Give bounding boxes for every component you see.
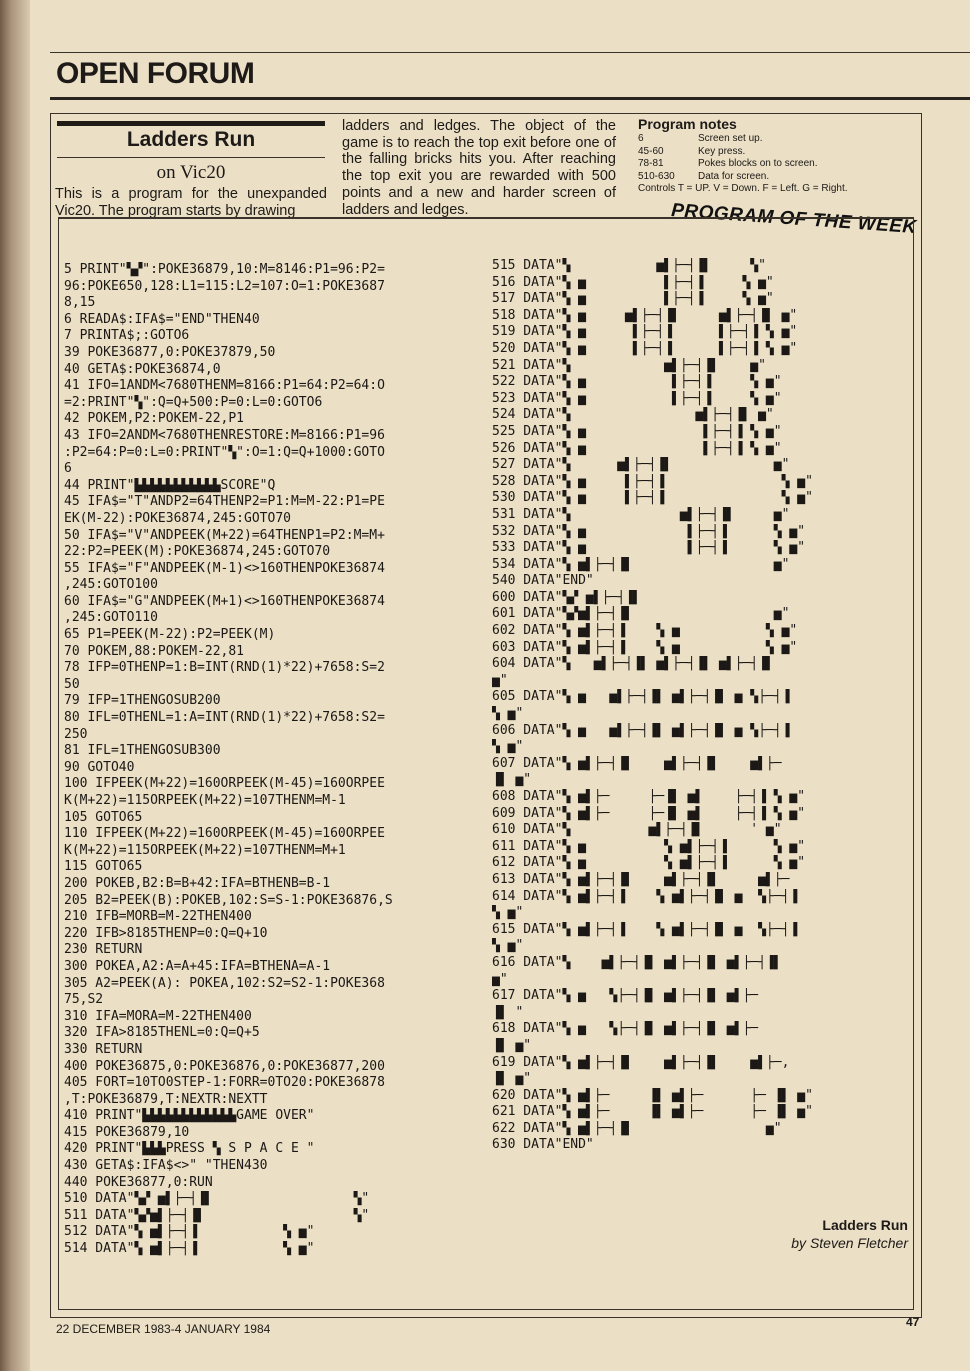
- intro-text-middle: ladders and ledges. The object of the game is to reach the top exit before one of the falling bricks hits you. After reaching the top exit you are rewarded with 500 points and a new and harder screen of ladders and ledges.: [342, 118, 616, 218]
- byline-title: Ladders Run: [822, 1217, 908, 1233]
- listing-right-column: [492, 258, 912, 1154]
- code-line: 602 DATA"▚ ▅▌├─┤▐ ▚ ▅ ▚ ▅": [492, 623, 798, 639]
- listing-left-column: [64, 262, 484, 1258]
- code-line: 534 DATA"▚ ▅▌├─┤▐▌ ▅": [492, 556, 790, 572]
- program-notes-title: Program notes: [638, 116, 737, 132]
- code-line: 615 DATA"▚ ▅▌├─┤▐ ▚ ▅▌├─┤▐▌ ▅ ▚├─┤▐: [492, 921, 798, 937]
- code-line: 42 POKEM,P2:POKEM-22,P1: [64, 411, 245, 427]
- code-line: 607 DATA"▚ ▅▌├─┤▐▌ ▅▌├─┤▐▌ ▅▌├─: [492, 755, 782, 771]
- code-line: 50 IFA$="V"ANDPEEK(M+22)=64THENP1=P2:M=M+: [64, 527, 385, 543]
- code-line: 415 POKE36879,10: [64, 1124, 190, 1140]
- page-gutter: [0, 0, 30, 1371]
- article-title: Ladders Run: [126, 128, 256, 151]
- code-line: 519 DATA"▚ ▅ ▌├─┤▐ ▌├─┤▐ ▚ ▅": [492, 324, 798, 340]
- code-line: 320 IFA>8185THENL=0:Q=Q+5: [64, 1025, 260, 1041]
- code-line: K(M+22)=115ORPEEK(M+22)=107THENM=M+1: [64, 842, 346, 858]
- code-line: 22:P2=PEEK(M):POKE36874,245:GOTO70: [64, 544, 331, 560]
- code-line: 610 DATA"▚ ▅▌├─┤▐▌ ' ▅": [492, 822, 782, 838]
- code-line: 305 A2=PEEK(A): POKEA,102:S2=S2-1:POKE368: [64, 975, 385, 991]
- section-title: OPEN FORUM: [56, 57, 255, 90]
- intro-text-left: This is a program for the unexpanded Vic20. The program starts by drawing: [55, 186, 327, 219]
- top-rule: [50, 52, 970, 53]
- code-line: 512 DATA"▚ ▅▌├─┤▐ ▚ ▅": [64, 1224, 315, 1240]
- program-note-desc: Screen set up.: [698, 133, 763, 144]
- code-line: 96:POKE650,128:L1=115:L2=107:O=1:POKE3687: [64, 278, 385, 294]
- code-line: 621 DATA"▚ ▅▌├─ ▐▌ ▅▌├─ ├─ ▐▌ ▅": [492, 1104, 813, 1120]
- byline: [791, 1216, 908, 1252]
- code-line: 55 IFA$="F"ANDPEEK(M-1)<>160THENPOKE36874: [64, 560, 385, 576]
- code-line: ▚ ▅": [492, 938, 524, 954]
- code-line: ▐▌ ▅": [492, 1071, 532, 1087]
- code-line: ▐▌ ▅": [492, 772, 532, 788]
- code-line: 620 DATA"▚ ▅▌├─ ▐▌ ▅▌├─ ├─ ▐▌ ▅": [492, 1087, 813, 1103]
- code-line: 601 DATA"▚▞▅▌├─┤▐▌ ▅": [492, 606, 790, 622]
- code-line: 540 DATA"END": [492, 573, 594, 589]
- code-line: ▐▌ ▅": [492, 1037, 532, 1053]
- code-line: 210 IFB=MORB=M-22THEN400: [64, 909, 252, 925]
- code-line: 604 DATA"▚ ▅▌├─┤▐▌ ▅▌├─┤▐▌ ▅▌├─┤▐▌: [492, 656, 774, 672]
- program-notes: [638, 116, 908, 196]
- title-rule: [57, 157, 325, 158]
- code-line: 6 READA$:IFA$="END"THEN40: [64, 311, 260, 327]
- code-line: 520 DATA"▚ ▅ ▌├─┤▐ ▌├─┤▐ ▚ ▅": [492, 340, 798, 356]
- article-subtitle: on Vic20: [156, 162, 226, 183]
- code-line: 518 DATA"▚ ▅ ▅▌├─┤▐▌ ▅▌├─┤▐▌ ▅": [492, 307, 798, 323]
- code-line: 205 B2=PEEK(B):POKEB,102:S=S-1:POKE36876,S: [64, 892, 393, 908]
- code-line: 511 DATA"▚▞▅▌├─┤▐▌ ▚": [64, 1207, 370, 1223]
- code-line: 622 DATA"▚ ▅▌├─┤▐▌ ▅": [492, 1120, 782, 1136]
- code-line: ▚ ▅": [492, 706, 524, 722]
- code-line: 65 P1=PEEK(M-22):P2=PEEK(M): [64, 627, 276, 643]
- program-note-lines: 6: [638, 133, 644, 144]
- code-line: 616 DATA"▚ ▅▌├─┤▐▌ ▅▌├─┤▐▌ ▅▌├─┤▐▌: [492, 954, 782, 970]
- code-line: 110 IFPEEK(M+22)=160ORPEEK(M-45)=160ORPEE: [64, 826, 385, 842]
- code-line: 440 POKE36877,0:RUN: [64, 1174, 213, 1190]
- code-line: :P2=64:P=0:L=0:PRINT"▚":O=1:Q=Q+1000:GOTO: [64, 444, 385, 460]
- program-note-lines: 45-60: [638, 145, 664, 157]
- code-line: 115 GOTO65: [64, 859, 143, 875]
- code-line: ▚ ▅": [492, 905, 524, 921]
- code-line: 600 DATA"▚▞ ▅▌├─┤▐▌: [492, 589, 641, 605]
- code-line: 619 DATA"▚ ▅▌├─┤▐▌ ▅▌├─┤▐▌ ▅▌├─,: [492, 1054, 790, 1070]
- code-line: 530 DATA"▚ ▅ ▌├─┤▐ ▚ ▅": [492, 490, 813, 506]
- code-line: 78 IFP=0THENP=1:B=INT(RND(1)*22)+7658:S=2: [64, 660, 385, 676]
- program-notes-controls: Controls T = UP. V = Down. F = Left. G = Right.: [638, 183, 848, 194]
- byline-author: by Steven Fletcher: [791, 1235, 908, 1251]
- code-line: 250: [64, 726, 88, 742]
- code-line: 5 PRINT"▚▞":POKE36879,10:M=8146:P1=96:P2=: [64, 262, 385, 277]
- code-line: 8,15: [64, 295, 96, 311]
- code-line: 528 DATA"▚ ▅ ▌├─┤▐ ▚ ▅": [492, 473, 813, 489]
- code-line: 523 DATA"▚ ▅ ▌├─┤▐ ▚ ▅": [492, 390, 782, 406]
- code-line: 430 GETA$:IFA$<>" "THEN430: [64, 1158, 268, 1174]
- code-line: 75,S2: [64, 992, 104, 1008]
- code-line: 514 DATA"▚ ▅▌├─┤▐ ▚ ▅": [64, 1241, 315, 1257]
- code-line: 527 DATA"▚ ▅▌├─┤▐▌ ▅": [492, 457, 790, 473]
- code-line: 44 PRINT"▙▙▙▙▙▙▙▙▙▙▙SCORE"Q: [64, 477, 276, 493]
- code-line: 522 DATA"▚ ▅ ▌├─┤▐ ▚ ▅": [492, 374, 782, 390]
- code-line: 50: [64, 676, 80, 692]
- code-line: 81 IFL=1THENGOSUB300: [64, 743, 221, 759]
- program-note-row: [638, 158, 908, 171]
- code-line: 39 POKE36877,0:POKE37879,50: [64, 344, 276, 360]
- code-line: 420 PRINT"▙▙▙PRESS ▚ S P A C E ": [64, 1141, 315, 1157]
- code-line: 526 DATA"▚ ▅ ▌├─┤▐ ▚ ▅": [492, 440, 782, 456]
- code-line: 300 POKEA,A2:A=A+45:IFA=BTHENA=A-1: [64, 958, 331, 974]
- code-line: 609 DATA"▚ ▅▌├─ ├─▐▌ ▅▌ ├─┤▐ ▚ ▅": [492, 805, 806, 821]
- section-rule: [50, 97, 970, 100]
- code-line: 220 IFB>8185THENP=0:Q=Q+10: [64, 925, 268, 941]
- code-line: 330 RETURN: [64, 1041, 143, 1057]
- code-line: 608 DATA"▚ ▅▌├─ ├─▐▌ ▅▌ ├─┤▐ ▚ ▅": [492, 789, 806, 804]
- code-line: =2:PRINT"▚":Q=Q+500:P=0:L=0:GOTO6: [64, 394, 323, 410]
- code-line: 90 GOTO40: [64, 759, 135, 775]
- code-line: 517 DATA"▚ ▅ ▌├─┤▐ ▚ ▅": [492, 291, 774, 307]
- code-line: ,245:GOTO110: [64, 610, 158, 626]
- code-line: ▐▌ ": [492, 1004, 524, 1020]
- code-line: 510 DATA"▚▞ ▅▌├─┤▐▌ ▚": [64, 1191, 370, 1207]
- code-line: 7 PRINTA$;:GOTO6: [64, 328, 190, 344]
- code-line: ,T:POKE36879,T:NEXTR:NEXTT: [64, 1091, 268, 1107]
- program-of-the-week-badge: PROGRAM OF THE WEEK: [670, 200, 918, 239]
- code-line: 410 PRINT"▙▙▙▙▙▙▙▙▙▙▙▙GAME OVER": [64, 1108, 315, 1124]
- code-line: EK(M-22):POKE36874,245:GOTO70: [64, 510, 291, 526]
- code-line: 405 FORT=10TO0STEP-1:FORR=0TO20:POKE36878: [64, 1075, 385, 1091]
- code-line: 614 DATA"▚ ▅▌├─┤▐ ▚ ▅▌├─┤▐▌ ▅ ▚├─┤▐: [492, 888, 798, 904]
- code-line: 617 DATA"▚ ▅ ▚├─┤▐▌ ▅▌├─┤▐▌ ▅▌├─: [492, 988, 759, 1004]
- code-line: 79 IFP=1THENGOSUB200: [64, 693, 221, 709]
- code-line: ▅": [492, 672, 508, 688]
- code-line: 521 DATA"▚ ▅▌├─┤▐▌ ▅": [492, 357, 766, 373]
- code-line: 80 IFL=0THENL=1:A=INT(RND(1)*22)+7658:S2=: [64, 710, 385, 726]
- code-line: ▅": [492, 971, 508, 987]
- code-line: 533 DATA"▚ ▅ ▌├─┤▐ ▚ ▅": [492, 540, 806, 556]
- code-line: 43 IFO=2ANDM<7680THENRESTORE:M=8166:P1=96: [64, 427, 385, 443]
- code-line: 100 IFPEEK(M+22)=160ORPEEK(M-45)=160ORPEE: [64, 776, 385, 792]
- code-line: 6: [64, 461, 72, 477]
- code-line: 611 DATA"▚ ▅ ▚ ▅▌├─┤▐ ▚ ▅": [492, 838, 806, 854]
- code-line: 200 POKEB,B2:B=B+42:IFA=BTHENB=B-1: [64, 875, 331, 891]
- program-notes-list: [638, 133, 908, 183]
- code-line: 606 DATA"▚ ▅ ▅▌├─┤▐▌ ▅▌├─┤▐▌ ▅ ▚├─┤▐: [492, 722, 790, 738]
- program-note-row: [638, 133, 908, 146]
- code-line: 105 GOTO65: [64, 809, 143, 825]
- code-line: 618 DATA"▚ ▅ ▚├─┤▐▌ ▅▌├─┤▐▌ ▅▌├─: [492, 1021, 759, 1037]
- code-line: 630 DATA"END": [492, 1137, 594, 1153]
- code-line: 531 DATA"▚ ▅▌├─┤▐▌ ▅": [492, 506, 790, 522]
- code-line: 310 IFA=MORA=M-22THEN400: [64, 1008, 252, 1024]
- code-line: 40 GETA$:POKE36874,0: [64, 361, 221, 377]
- code-line: 532 DATA"▚ ▅ ▌├─┤▐ ▚ ▅": [492, 523, 806, 539]
- code-line: 605 DATA"▚ ▅ ▅▌├─┤▐▌ ▅▌├─┤▐▌ ▅ ▚├─┤▐: [492, 689, 790, 705]
- code-line: 41 IFO=1ANDM<7680THENM=8166:P1=64:P2=64:O: [64, 378, 385, 394]
- code-line: 524 DATA"▚ ▅▌├─┤▐▌ ▅": [492, 407, 774, 423]
- program-note-lines: 510-630: [638, 170, 675, 182]
- code-line: 60 IFA$="G"ANDPEEK(M+1)<>160THENPOKE36874: [64, 593, 385, 609]
- code-line: ,245:GOTO100: [64, 577, 158, 593]
- program-note-lines: 78-81: [638, 158, 664, 169]
- code-line: 515 DATA"▚ ▅▌├─┤▐▌ ▚": [492, 258, 766, 273]
- code-line: 603 DATA"▚ ▅▌├─┤▐ ▚ ▅ ▚ ▅": [492, 639, 798, 655]
- code-line: 400 POKE36875,0:POKE36876,0:POKE36877,200: [64, 1058, 385, 1074]
- code-line: 45 IFA$="T"ANDP2=64THENP2=P1:M=M-22:P1=PE: [64, 494, 385, 510]
- code-line: 230 RETURN: [64, 942, 143, 958]
- code-line: ▚ ▅": [492, 739, 524, 755]
- code-line: 525 DATA"▚ ▅ ▌├─┤▐ ▚ ▅": [492, 423, 782, 439]
- code-line: 516 DATA"▚ ▅ ▌├─┤▐ ▚ ▅": [492, 274, 774, 290]
- code-line: K(M+22)=115ORPEEK(M+22)=107THENM=M-1: [64, 793, 346, 808]
- page-number: 47: [906, 1315, 920, 1329]
- code-line: 612 DATA"▚ ▅ ▚ ▅▌├─┤▐ ▚ ▅": [492, 855, 806, 871]
- program-note-desc: Key press.: [698, 145, 746, 157]
- program-note-row: [638, 146, 908, 159]
- code-line: 70 POKEM,88:POKEM-22,81: [64, 643, 245, 659]
- code-line: 613 DATA"▚ ▅▌├─┤▐▌ ▅▌├─┤▐▌ ▅▌├─: [492, 871, 790, 887]
- program-note-desc: Pokes blocks on to screen.: [698, 158, 818, 169]
- program-note-row: [638, 171, 908, 184]
- program-note-desc: Data for screen.: [698, 170, 770, 182]
- title-bar: [57, 121, 325, 126]
- footer-date: 22 DECEMBER 1983-4 JANUARY 1984: [56, 1322, 271, 1336]
